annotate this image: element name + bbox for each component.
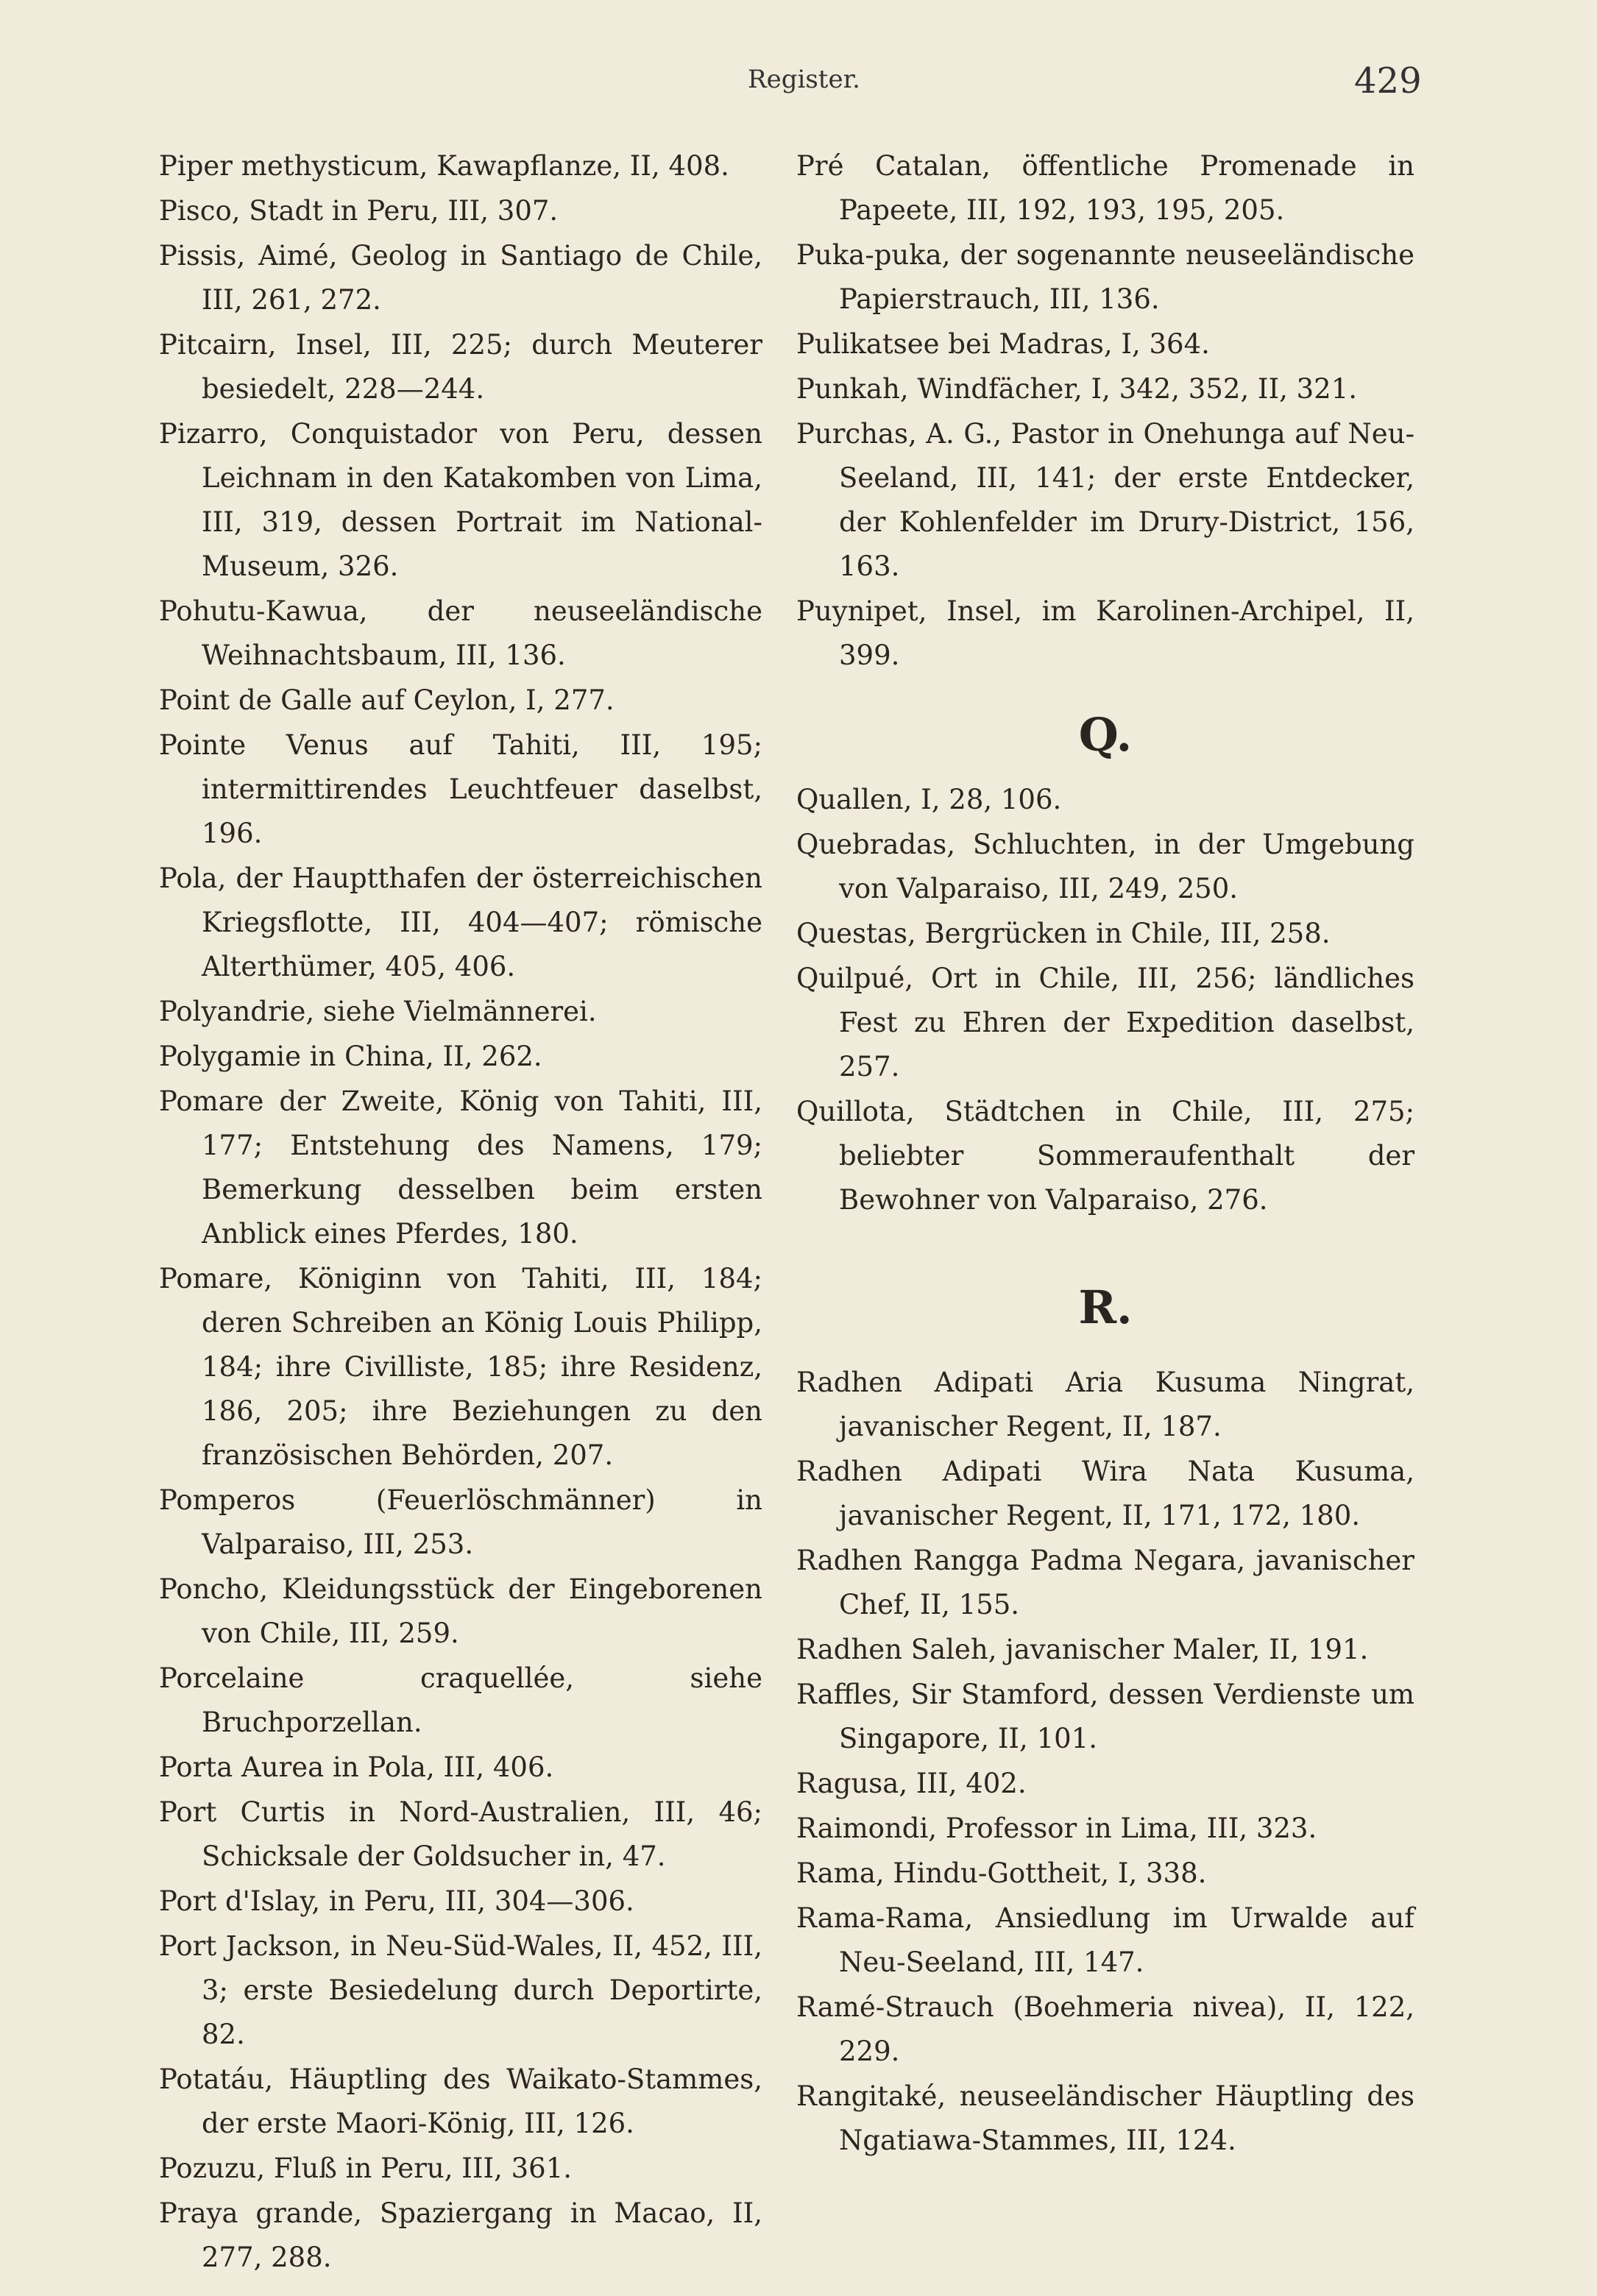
index-entry: Quallen, I, 28, 106.: [796, 784, 1062, 815]
index-entry: Rama-Rama, Ansiedlung im Urwalde auf Neu-Seeland, III, 147.: [796, 1902, 1414, 1978]
left-column: [159, 144, 762, 2281]
index-entry: Puka-puka, der sogenannte neuseeländische Papierstrauch, III, 136.: [796, 239, 1414, 315]
index-entry: Point de Galle auf Ceylon, I, 277.: [159, 684, 615, 716]
index-entry: Pré Catalan, öffentliche Promenade in Papeete, III, 192, 193, 195, 205.: [796, 150, 1414, 226]
index-entry: Radhen Adipati Aria Kusuma Ningrat, javanischer Regent, II, 187.: [796, 1367, 1414, 1442]
index-entry: Pola, der Hauptthafen der österreichischen Kriegsflotte, III, 404—407; römische Alterthümer, 405, 406.: [159, 862, 762, 982]
index-entry: Polyandrie, siehe Vielmännerei.: [159, 996, 597, 1027]
section-heading-r: R.: [1078, 1280, 1133, 1334]
page-number: 429: [1354, 60, 1422, 102]
index-entry: Polygamie in China, II, 262.: [159, 1041, 542, 1072]
index-entry: Porta Aurea in Pola, III, 406.: [159, 1751, 554, 1783]
index-entry: Radhen Adipati Wira Nata Kusuma, javanischer Regent, II, 171, 172, 180.: [796, 1456, 1414, 1531]
index-entry: Pozuzu, Fluß in Peru, III, 361.: [159, 2152, 572, 2184]
index-entry: Pomare, Königinn von Tahiti, III, 184; deren Schreiben an König Louis Philipp, 184; ihre Civilliste, 185; ihre Residenz, 186, 205; ihre Beziehungen zu den französischen Behörden, 207.: [159, 1263, 762, 1471]
index-entry: Port d'Islay, in Peru, III, 304—306.: [159, 1885, 634, 1917]
index-entry: Porcelaine craquellée, siehe Bruchporzellan.: [159, 1662, 762, 1738]
index-entry: Quebradas, Schluchten, in der Umgebung von Valparaiso, III, 249, 250.: [796, 829, 1414, 904]
index-entry: Poncho, Kleidungsstück der Eingeborenen von Chile, III, 259.: [159, 1573, 762, 1649]
index-entry: Potatáu, Häuptling des Waikato-Stammes, der erste Maori-König, III, 126.: [159, 2063, 762, 2139]
index-entry: Pointe Venus auf Tahiti, III, 195; intermittirendes Leuchtfeuer daselbst, 196.: [159, 729, 762, 849]
index-entry: Rangitaké, neuseeländischer Häuptling des Ngatiawa-Stammes, III, 124.: [796, 2080, 1414, 2156]
index-entry: Pitcairn, Insel, III, 225; durch Meuterer besiedelt, 228—244.: [159, 329, 762, 405]
index-entry: Questas, Bergrücken in Chile, III, 258.: [796, 918, 1331, 949]
index-entry: Port Curtis in Nord-Australien, III, 46; Schicksale der Goldsucher in, 47.: [159, 1796, 762, 1872]
index-entry: Punkah, Windfächer, I, 342, 352, II, 321.: [796, 373, 1358, 405]
section-heading-q: Q.: [1078, 708, 1133, 762]
index-entry: Radhen Saleh, javanischer Maler, II, 191.: [796, 1634, 1369, 1665]
index-entry: Pohutu-Kawua, der neuseeländische Weihnachtsbaum, III, 136.: [159, 595, 762, 671]
index-entry: Rama, Hindu-Gottheit, I, 338.: [796, 1857, 1207, 1889]
index-entry: Praya grande, Spaziergang in Macao, II, 277, 288.: [159, 2197, 762, 2273]
index-entry: Radhen Rangga Padma Negara, javanischer Chef, II, 155.: [796, 1545, 1414, 1620]
index-entry: Pissis, Aimé, Geolog in Santiago de Chile, III, 261, 272.: [159, 240, 762, 316]
index-entry: Raimondi, Professor in Lima, III, 323.: [796, 1813, 1317, 1844]
index-entry: Piper methysticum, Kawapflanze, II, 408.: [159, 150, 729, 182]
index-entry: Pisco, Stadt in Peru, III, 307.: [159, 195, 559, 227]
index-entry: Pomperos (Feuerlöschmänner) in Valparaiso, III, 253.: [159, 1484, 762, 1560]
index-entry: Ramé-Strauch (Boehmeria nivea), II, 122, 229.: [796, 1991, 1414, 2067]
index-entry: Pomare der Zweite, König von Tahiti, III, 177; Entstehung des Namens, 179; Bemerkung desselben beim ersten Anblick eines Pferdes, 180.: [159, 1085, 762, 1250]
index-entry: Ragusa, III, 402.: [796, 1768, 1027, 1799]
index-entry: Quillota, Städtchen in Chile, III, 275; beliebter Sommeraufenthalt der Bewohner von Valparaiso, 276.: [796, 1096, 1414, 1216]
index-entry: Raffles, Sir Stamford, dessen Verdienste um Singapore, II, 101.: [796, 1679, 1414, 1754]
index-entry: Purchas, A. G., Pastor in Onehunga auf Neu-Seeland, III, 141; der erste Entdecker, der Kohlenfelder im Drury-District, 156, 163.: [796, 418, 1414, 582]
index-entry: Pizarro, Conquistador von Peru, dessen Leichnam in den Katakomben von Lima, III, 319, dessen Portrait im National-Museum, 326.: [159, 418, 762, 582]
index-entry: Puynipet, Insel, im Karolinen-Archipel, II, 399.: [796, 595, 1414, 671]
index-entry: Port Jackson, in Neu-Süd-Wales, II, 452, III, 3; erste Besiedelung durch Deportirte, 82.: [159, 1930, 762, 2050]
index-entry: Quilpué, Ort in Chile, III, 256; ländliches Fest zu Ehren der Expedition daselbst, 257.: [796, 963, 1414, 1083]
index-entry: Pulikatsee bei Madras, I, 364.: [796, 328, 1210, 360]
running-head: Register.: [748, 65, 860, 94]
right-column: [796, 144, 1414, 2164]
